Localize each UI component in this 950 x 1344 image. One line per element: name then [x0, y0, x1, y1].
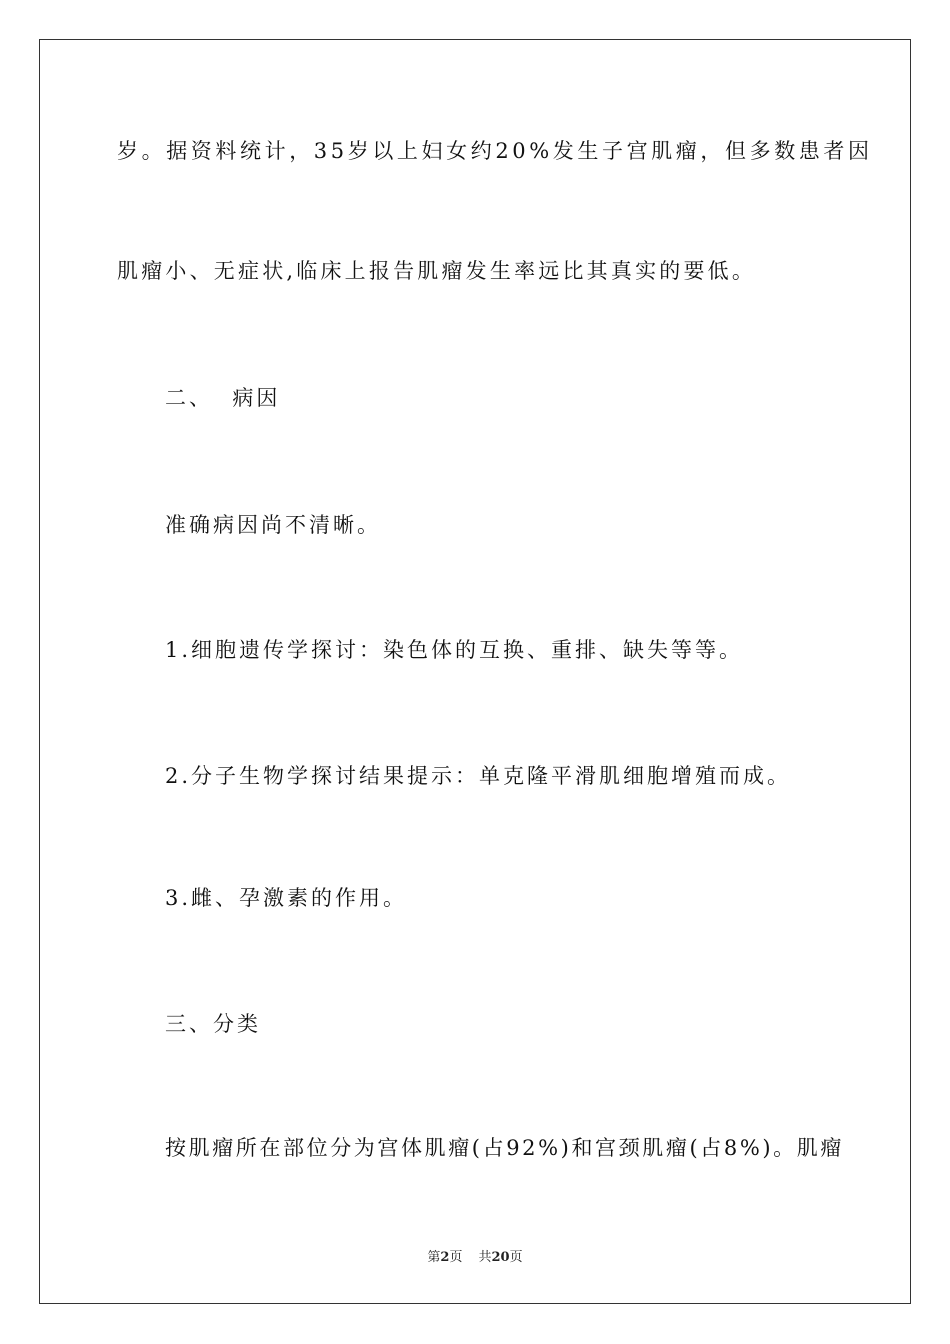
- footer-page-prefix: 第: [427, 1250, 441, 1265]
- body-text-line: 按肌瘤所在部位分为宫体肌瘤(占92%)和宫颈肌瘤(占8%)。肌瘤: [165, 1136, 844, 1160]
- page-frame: [39, 39, 911, 1304]
- footer-total-prefix: 共: [478, 1250, 492, 1265]
- section-heading-cause: 二、 病因: [165, 386, 281, 410]
- footer-total-pages: 20: [491, 1250, 510, 1265]
- list-item: 3.雌、孕激素的作用。: [165, 886, 408, 910]
- list-item: 2.分子生物学探讨结果提示：单克隆平滑肌细胞增殖而成。: [165, 764, 792, 788]
- footer-total-suffix: 页: [509, 1250, 523, 1265]
- body-text-line: 准确病因尚不清晰。: [165, 513, 381, 537]
- footer-page-suffix: 页: [449, 1250, 463, 1265]
- section-heading-classification: 三、分类: [165, 1012, 261, 1036]
- page-footer: [0, 1251, 950, 1264]
- list-item: 1.细胞遗传学探讨：染色体的互换、重排、缺失等等。: [165, 638, 744, 662]
- body-text-line: 肌瘤小、无症状,临床上报告肌瘤发生率远比其真实的要低。: [117, 259, 757, 283]
- footer-page-number: 2: [440, 1250, 450, 1265]
- body-text-line: 岁。据资料统计，35岁以上妇女约20%发生子宫肌瘤，但多数患者因: [117, 139, 873, 163]
